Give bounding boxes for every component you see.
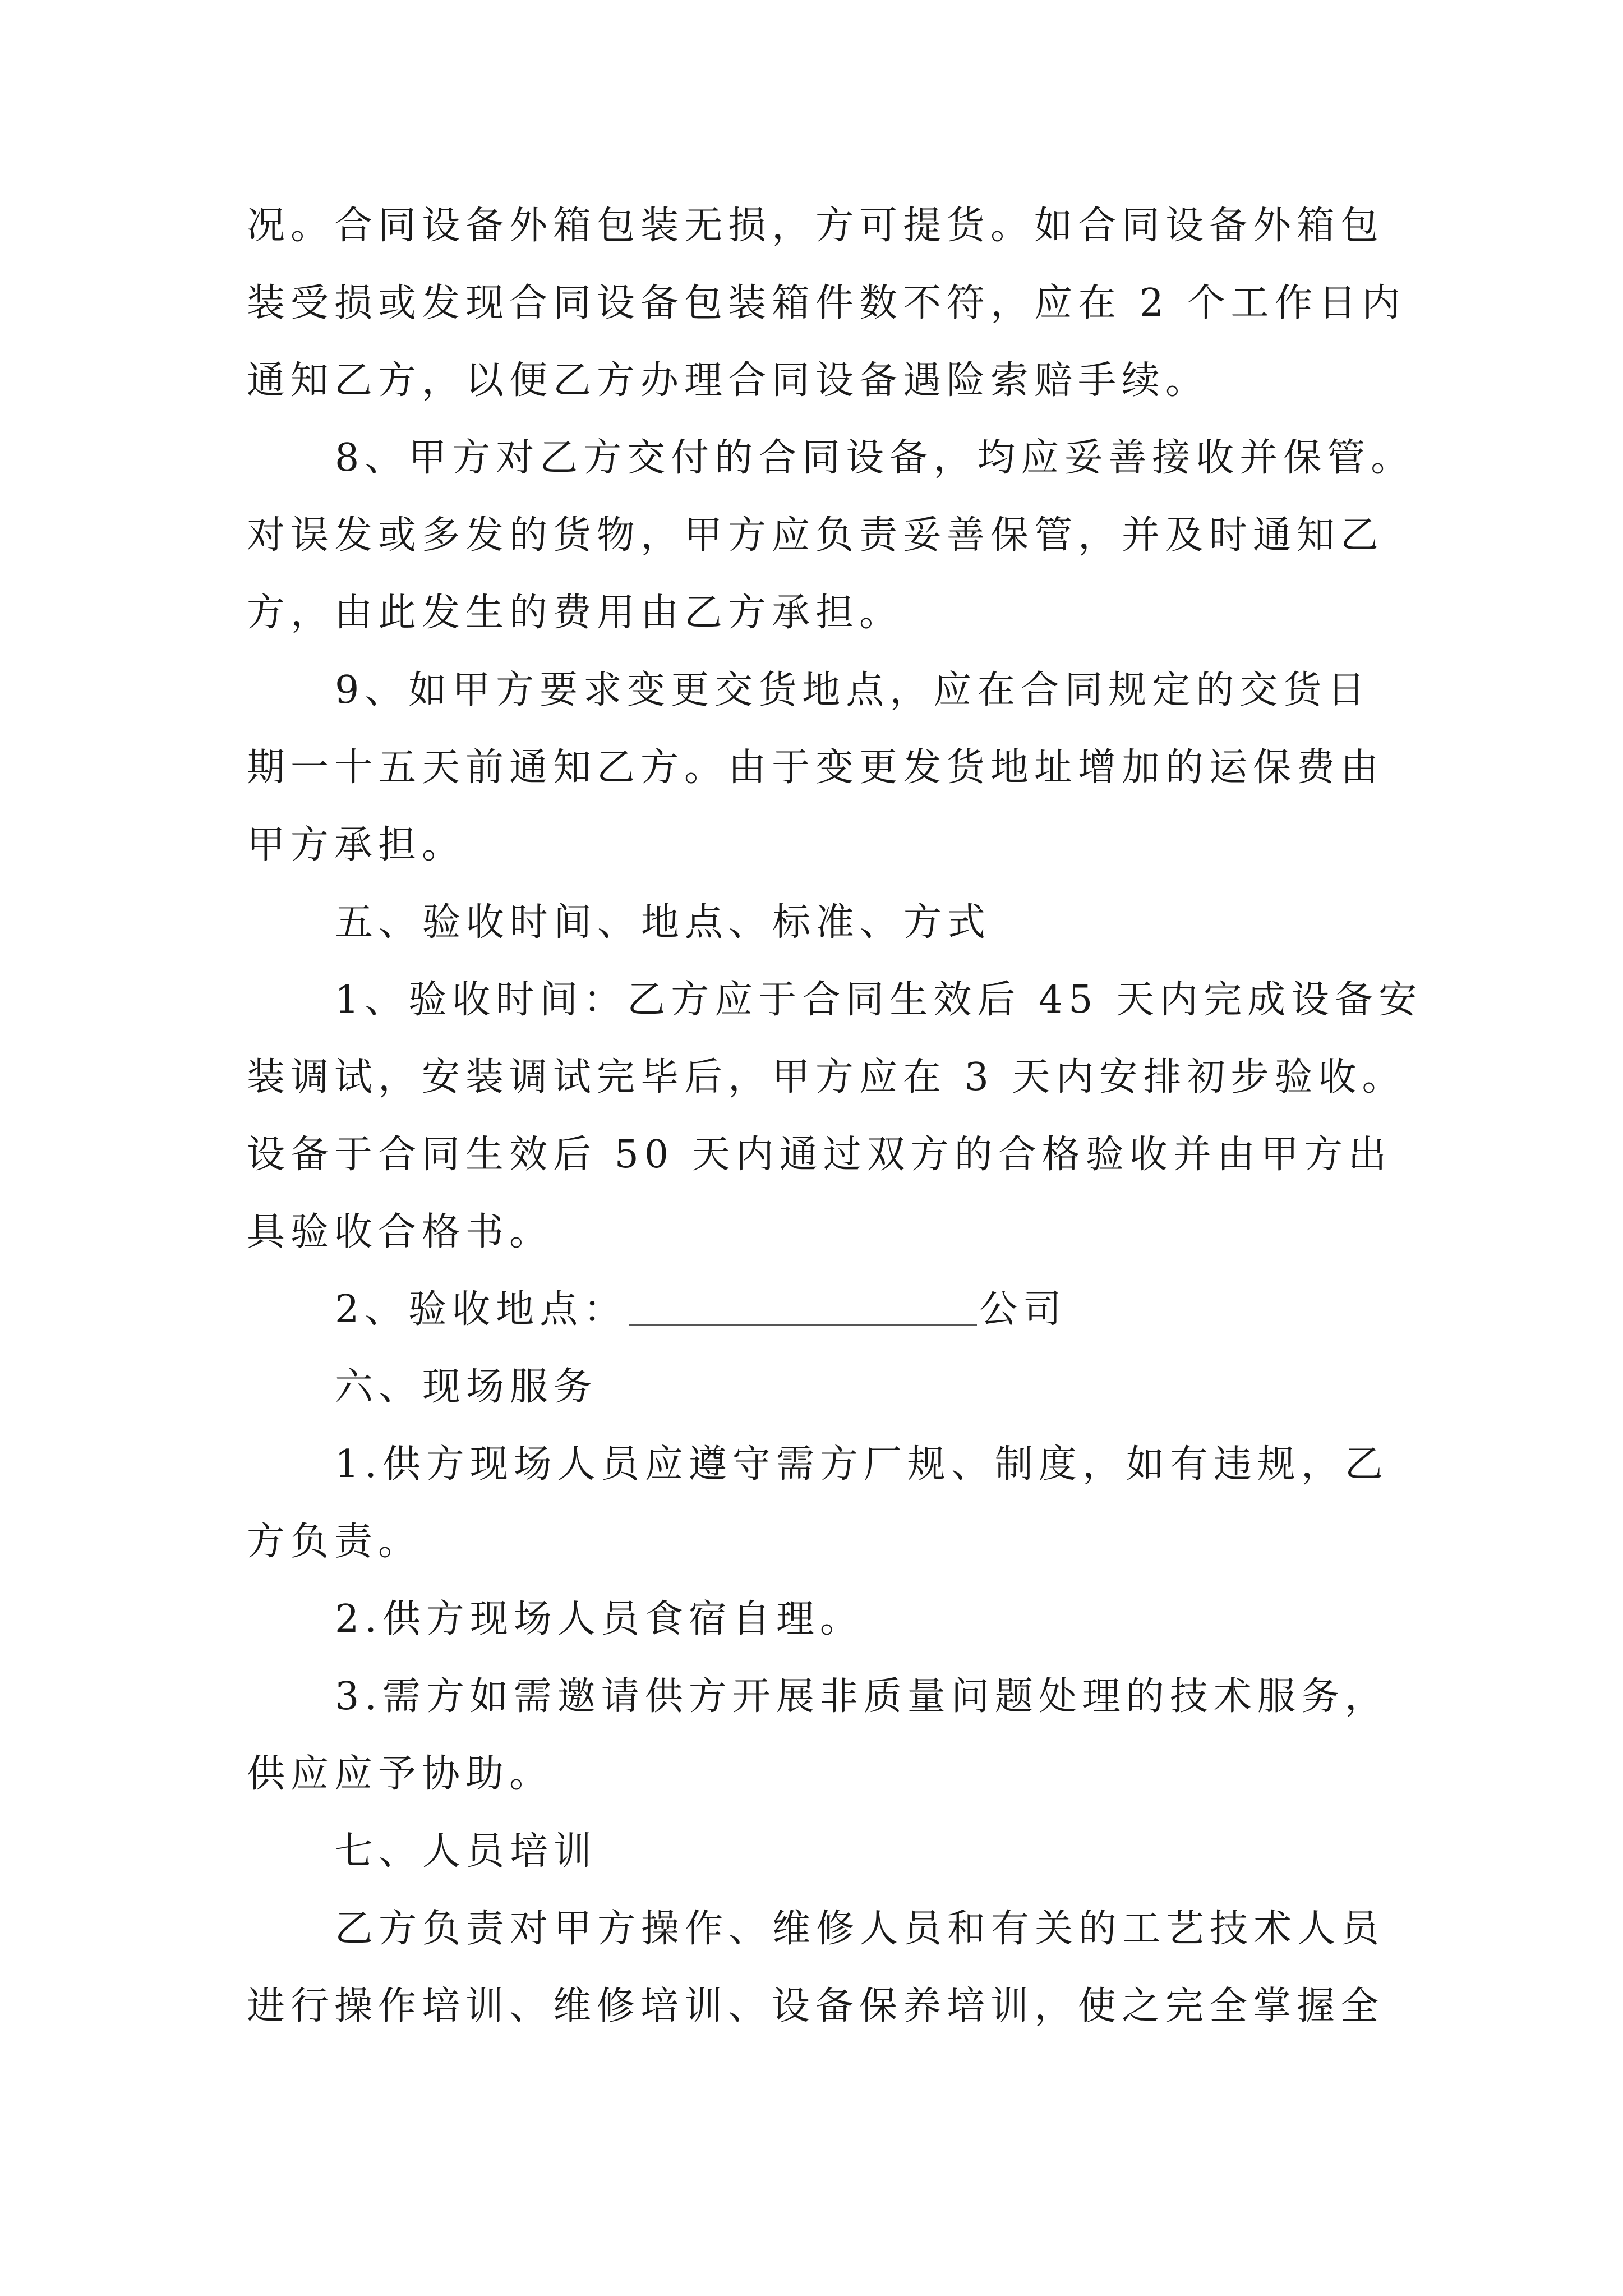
text-line: 装受损或发现合同设备包装箱件数不符，应在 2 个工作日内	[247, 281, 1406, 325]
acceptance-location-label: 2、验收地点：	[335, 1287, 628, 1332]
text-line: 具验收合格书。	[247, 1210, 554, 1254]
text-line: 1.供方现场人员应遵守需方厂规、制度，如有违规，乙	[335, 1442, 1389, 1487]
text-line: 期一十五天前通知乙方。由于变更发货地址增加的运保费由	[247, 746, 1385, 790]
text-line: 况。合同设备外箱包装无损，方可提货。如合同设备外箱包	[247, 204, 1385, 248]
acceptance-location-line	[335, 1279, 1067, 1341]
text-line: 3.需方如需邀请供方开展非质量问题处理的技术服务，	[335, 1674, 1389, 1719]
section-heading: 七、人员培训	[335, 1829, 598, 1874]
text-line: 甲方承担。	[247, 823, 466, 867]
text-line: 进行操作培训、维修培训、设备保养培训，使之完全掌握全	[247, 1984, 1385, 2028]
text-line: 8、甲方对乙方交付的合同设备，均应妥善接收并保管。	[335, 436, 1415, 480]
blank-fill-line	[629, 1290, 977, 1326]
text-line: 供应应予协助。	[247, 1752, 554, 1796]
company-suffix: 公司	[979, 1287, 1067, 1332]
text-line: 2.供方现场人员食宿自理。	[335, 1597, 864, 1641]
section-heading: 五、验收时间、地点、标准、方式	[335, 900, 992, 945]
text-line: 9、如甲方要求变更交货地点，应在合同规定的交货日	[335, 668, 1371, 712]
text-line: 方，由此发生的费用由乙方承担。	[247, 591, 903, 635]
text-line: 装调试，安装调试完毕后，甲方应在 3 天内安排初步验收。	[247, 1055, 1406, 1099]
text-line: 1、验收时间：乙方应于合同生效后 45 天内完成设备安	[335, 978, 1423, 1022]
text-line: 乙方负责对甲方操作、维修人员和有关的工艺技术人员	[335, 1907, 1385, 1951]
text-line: 设备于合同生效后 50 天内通过双方的合格验收并由甲方出	[247, 1133, 1392, 1177]
section-heading: 六、现场服务	[335, 1365, 598, 1409]
text-line: 方负责。	[247, 1520, 422, 1564]
text-line: 通知乙方，以便乙方办理合同设备遇险索赔手续。	[247, 358, 1210, 403]
text-line: 对误发或多发的货物，甲方应负责妥善保管，并及时通知乙	[247, 513, 1385, 558]
